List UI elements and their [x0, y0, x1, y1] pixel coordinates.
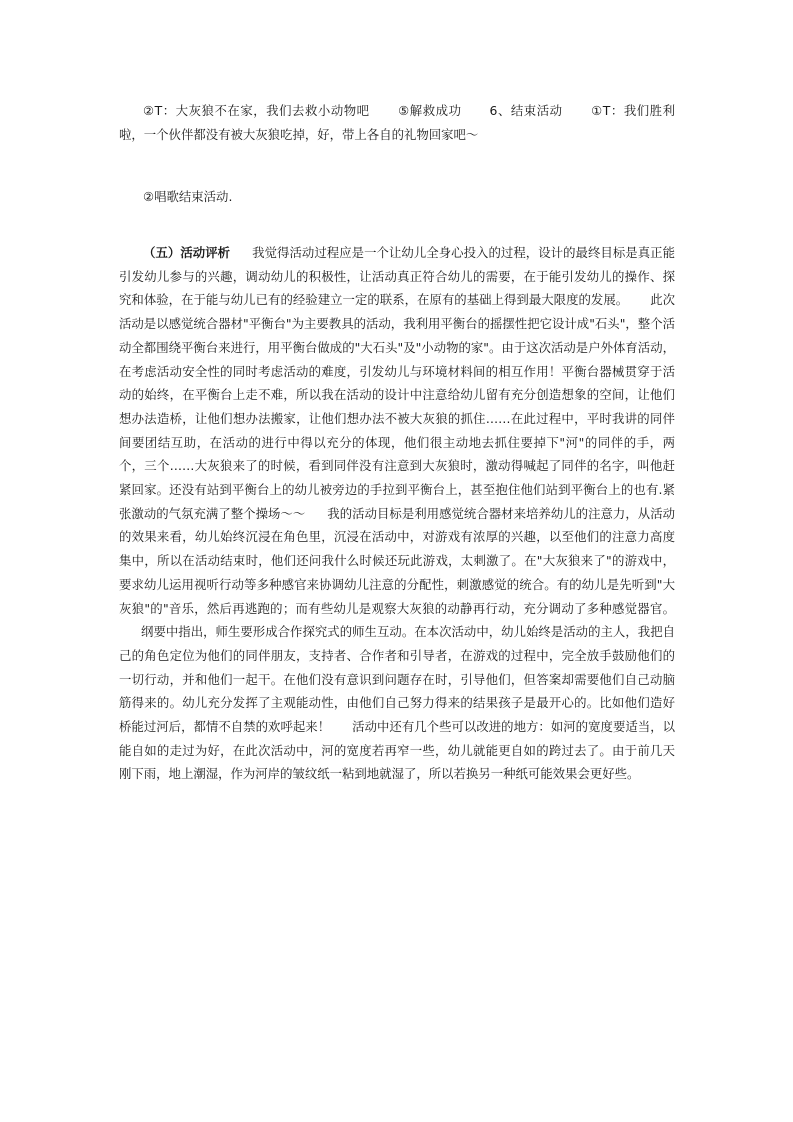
step-victory-speech: ①T：我们胜利啦，一个伙伴都没有被大灰狼吃掉，好，带上各自的礼物回家吧～ — [119, 103, 676, 142]
evaluation-segment-attention: 我的活动目标是利用感觉统合器材来培养幼儿的注意力，从活动的效果来看，幼儿始终沉浸在角色里，沉浸在活动中，对游戏有浓厚的兴趣，以至他们的注意力高度集中，所以在活动结束时，他们还问我什么时候还玩此游戏，太刺激了。在"大灰狼来了"的游戏中，要求幼儿运用视听行动等多种感官来协调幼儿注意的分配性，刺激感觉的统合。有的幼儿是先听到"大灰狼"的"音乐，然后再逃跑的；而有些幼儿是观察大灰狼的动静再行动，充分调动了多种感觉器官。 — [119, 505, 676, 616]
evaluation-segment-balance-board: 此次活动是以感觉统合器材"平衡台"为主要教具的活动，我利用平衡台的摇摆性把它设计成"石头"，整个活动全都围绕平衡台来进行，用平衡台做成的"大石头"及"小动物的家"。由于这次活动是户外体育活动，在考虑活动安全性的同时考虑活动的难度，引发幼儿与环境材料间的相互作用！平衡台器械贯穿于活动的始终，在平衡台上走不难，所以我在活动的设计中注意给幼儿留有充分创造想象的空间，让他们想办法造桥，让他们想办法搬家，让他们想办法不被大灰狼的抓住……在此过程中，平时我讲的同伴间要团结互助，在活动的进行中得以充分的体现，他们很主动地去抓住要掉下"河"的同伴的手，两个，三个……大灰狼来了的时候，看到同伴没有注意到大灰狼时，激动得喊起了同伴的名字，叫他赶紧回家。还没有站到平衡台上的幼儿被旁边的手拉到平衡台上，甚至抱住他们站到平衡台上的也有.紧张激动的气氛充满了整个操场～～ — [119, 292, 676, 521]
evaluation-segment-goals: 我觉得活动过程应是一个让幼儿全身心投入的过程，设计的最终目标是真正能引发幼儿参与的兴趣，调动幼儿的积极性，让活动真正符合幼儿的需要，在于能引发幼儿的操作、探究和体验，在于能与幼儿已有的经验建立一定的联系，在原有的基础上得到最大限度的发展。 — [119, 245, 676, 308]
activity-evaluation-paragraph — [119, 241, 675, 786]
step-rescue-animals: ②T：大灰狼不在家，我们去救小动物吧 — [143, 103, 370, 118]
singing-end-paragraph — [119, 185, 675, 209]
activity-steps-paragraph — [119, 99, 675, 146]
evaluation-segment-improvements: 活动中还有几个些可以改进的地方：如河的宽度要适当，以能自如的走过为好，在此次活动中，河的宽度若再窄一些，幼儿就能更自如的跨过去了。由于前几天刚下雨，地上潮湿，作为河岸的皱纹纸一粘到地就湿了，所以若换另一种纸可能效果会更好些。 — [119, 719, 676, 782]
evaluation-segment-interaction: 纲要中指出，师生要形成合作探究式的师生互动。在本次活动中，幼儿始终是活动的主人，我把自己的角色定位为他们的同伴朋友，支持者、合作者和引导者，在游戏的过程中，完全放手鼓励他们的一切行动，并和他们一起干。在他们没有意识到问题存在时，引导他们，但答案却需要他们自己动脑筋得来的。幼儿充分发挥了主观能动性，由他们自己努力得来的结果孩子是最开心的。比如他们造好桥能过河后，都情不自禁的欢呼起来！ — [119, 624, 675, 735]
step-end-activity: 6、结束活动 — [489, 103, 563, 118]
section-heading: （五）活动评析 — [143, 245, 231, 260]
singing-end-text: ②唱歌结束活动. — [143, 189, 233, 204]
step-rescue-success: ⑤解救成功 — [397, 103, 462, 118]
